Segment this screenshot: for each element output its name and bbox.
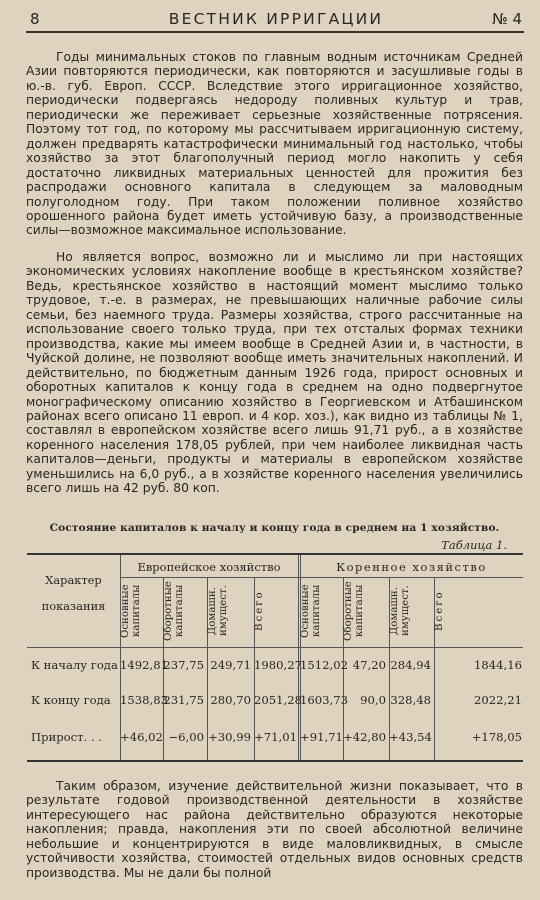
- col-header: Оборотные капиталы: [343, 581, 365, 641]
- row-label: К началу года: [31, 658, 118, 672]
- paragraph-2: [26, 250, 523, 496]
- table-cell: 1538,83: [120, 693, 168, 707]
- table-cell: 231,75: [163, 693, 204, 707]
- table-cell: +43,54: [389, 730, 432, 744]
- page-number: 8: [30, 10, 40, 28]
- row-label: К концу года: [31, 693, 111, 707]
- col-header: Основные капиталы: [120, 584, 142, 638]
- col-header: Всего: [254, 590, 265, 632]
- table-cell: 328,48: [390, 693, 431, 707]
- journal-title: ВЕСТНИК ИРРИГАЦИИ: [168, 10, 384, 28]
- table-cell: 1844,16: [474, 658, 522, 672]
- capital-table: [27, 553, 523, 762]
- table-cell: 47,20: [352, 658, 386, 672]
- table-cell: 2051,28: [254, 693, 302, 707]
- paragraph-3-text: Таким образом, изучение действительной жизни показывает, что в результате годовой производственной деятельности в хозяйстве интересующего нас района действительно образуются некоторые накопления; правда, накопления эти по своей абсолютной величине небольшие и концентрируются в виде маловликвидных, в смысле устойчивости хозяйства, стоимостей отдельных видов основных средств производства. Мы не дали бы полной: [26, 779, 523, 880]
- table-cell: 249,71: [210, 658, 251, 672]
- table-cell: 1603,73: [300, 693, 348, 707]
- paragraph-2-text: Но является вопрос, возможно ли и мыслимо ли при настоящих экономических условиях накопление вообще в крестьянском хозяйстве? Ведь, крестьянское хозяйство в настоящий момент мыслимо только трудовое, т.-е. в размерах, не превышающих наличные рабочие силы семьи, без наемного труда. Размеры хозяйства, строго рассчитанные на использование своего только труда, при тех отсталых формах техники производства, какие мы имеем вообще в Средней Азии и, в частности, в Чуйской долине, не позволяют вообще иметь значительных накоплений. И действительно, по бюджетным данным 1926 года, прирост основных и оборотных капиталов к концу года в среднем на одно подвергнутое монографическому описанию хозяйство в Георгиевском и Атбашинском районах всего описано 11 европ. и 4 кор. хоз.), как видно из таблицы № 1, составлял в европейском хозяйстве всего лишь 91,71 руб., а в хозяйстве коренного населения 178,05 рублей, при чем наиболее ликвидная часть капиталов—деньги, продукты и материалы в европейском хозяйстве уменьшились на 6,0 руб., а в хозяйстве коренного населения увеличились всего лишь на 42 руб. 80 коп.: [26, 250, 523, 496]
- issue-number: № 4: [492, 10, 522, 28]
- page-header: [30, 6, 522, 32]
- table-cell: +46,02: [120, 730, 163, 744]
- table-label: Таблица 1.: [441, 538, 507, 552]
- paragraph-1: [26, 50, 523, 238]
- table-cell: 2022,21: [474, 693, 522, 707]
- header-rule: [26, 31, 524, 33]
- col-header: Оборотные капиталы: [163, 581, 185, 641]
- table-cell: 280,70: [210, 693, 251, 707]
- table-cell: 1512,02: [300, 658, 348, 672]
- table-cell: −6,00: [168, 730, 204, 744]
- row-header-line-2: показания: [41, 599, 106, 613]
- col-header: Всего: [434, 590, 445, 632]
- row-label: Прирост. . .: [31, 730, 102, 744]
- col-header: Домашн. имущест.: [389, 585, 411, 637]
- table-cell: 284,94: [390, 658, 431, 672]
- table-cell: +178,05: [471, 730, 522, 744]
- paragraph-3: [26, 779, 523, 880]
- table-cell: +42,80: [343, 730, 386, 744]
- table-cell: 90,0: [360, 693, 386, 707]
- row-header-line-1: Характер: [45, 573, 102, 587]
- table-cell: +30,99: [208, 730, 251, 744]
- table-caption: Состояние капиталов к началу и концу года в среднем на 1 хозяйство.: [49, 522, 500, 534]
- table-cell: 1492,81: [120, 658, 168, 672]
- table-cell: 1980,27: [254, 658, 302, 672]
- table-cell: +71,01: [254, 730, 297, 744]
- paragraph-1-text: Годы минимальных стоков по главным водным источникам Средней Азии повторяются периодически, как повторяются и засушливые годы в ю.-в. губ. Европ. СССР. Вследствие этого ирригационное хозяйство, периодически подвергаясь недороду поливных культур и трав, периодически же переживает серьезные хозяйственные потрясения. Поэтому тот год, по которому мы рассчитываем ирригационную систему, должен предварять катастрофически минимальный год настолько, чтобы хозяйство за этот благополучный период могло накопить у себя достаточно ликвидных материальных ценностей для прожития без распродажи основного капитала в следующем за маловодным полуголодном году. При таком положении поливное хозяйство орошенного района будет иметь устойчивую базу, а производственные силы—возможное максимальное использование.: [26, 50, 523, 238]
- col-header: Основные капиталы: [300, 584, 322, 638]
- table-cell: +91,71: [300, 730, 343, 744]
- table-cell: 237,75: [163, 658, 204, 672]
- table-rule: [27, 647, 523, 648]
- group-native: Коренное хозяйство: [336, 560, 487, 574]
- group-european: Европейское хозяйство: [137, 560, 281, 574]
- col-header: Домашн. имущест.: [207, 585, 229, 637]
